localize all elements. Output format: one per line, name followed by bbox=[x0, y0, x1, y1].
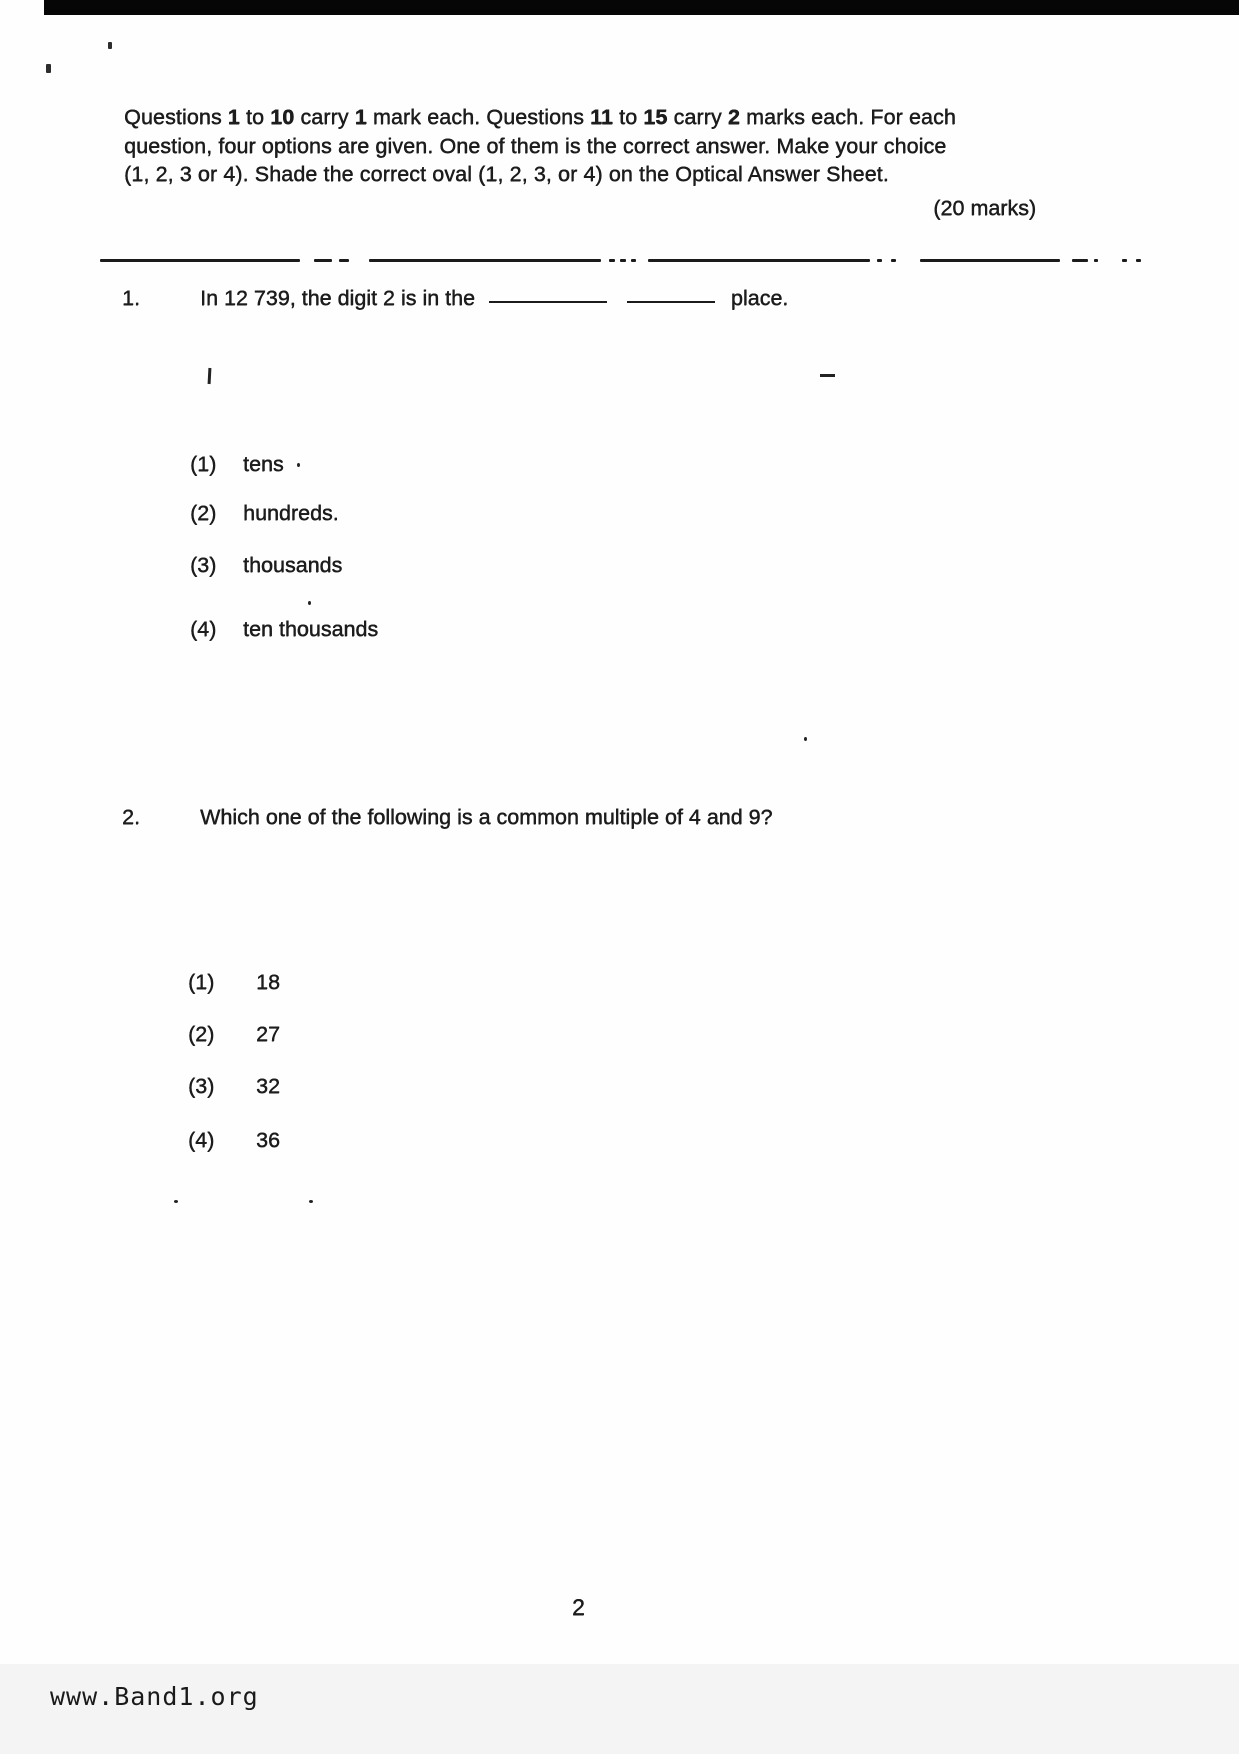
q2-option-4-text: 36 bbox=[256, 1128, 280, 1152]
scan-black-edge bbox=[44, 0, 1239, 15]
page-number: 2 bbox=[572, 1594, 585, 1620]
question-2-text: Which one of the following is a common multiple of 4 and 9? bbox=[200, 805, 773, 829]
q1-option-4-label: (4) bbox=[190, 617, 217, 641]
q2-option-3-label: (3) bbox=[188, 1074, 215, 1098]
question-2-number: 2. bbox=[122, 805, 140, 829]
scan-speck bbox=[108, 42, 112, 49]
q1-option-3-text: thousands bbox=[243, 553, 343, 577]
answer-blank-1 bbox=[489, 301, 607, 303]
scan-speck bbox=[309, 1200, 313, 1203]
q1-option-4-text: ten thousands bbox=[243, 617, 379, 641]
question-1-stem: In 12 739, the digit 2 is in the bbox=[200, 286, 475, 310]
q1-option-2-text: hundreds. bbox=[243, 501, 339, 525]
q1-option-1-text: tens bbox=[243, 452, 284, 476]
q1-option-3-label: (3) bbox=[190, 553, 217, 577]
scan-speck bbox=[174, 1200, 178, 1203]
scan-speck bbox=[46, 64, 51, 73]
q2-option-1-text: 18 bbox=[256, 970, 280, 994]
q1-option-1-label: (1) bbox=[190, 452, 217, 476]
q2-option-3-text: 32 bbox=[256, 1074, 280, 1098]
footer-url: www.Band1.org bbox=[50, 1682, 259, 1711]
q1-option-2-label: (2) bbox=[190, 501, 217, 525]
question-1-text bbox=[200, 286, 788, 311]
marks-note: (20 marks) bbox=[933, 196, 1036, 220]
instructions-paragraph bbox=[124, 103, 1038, 189]
scan-speck bbox=[804, 737, 807, 741]
separator-line bbox=[100, 259, 1160, 262]
q2-option-2-label: (2) bbox=[188, 1022, 215, 1046]
question-1-number: 1. bbox=[122, 286, 140, 310]
q2-option-1-label: (1) bbox=[188, 970, 215, 994]
scan-speck bbox=[297, 463, 300, 467]
scan-tick-mark bbox=[208, 368, 212, 384]
answer-blank-2 bbox=[627, 301, 715, 303]
scan-speck bbox=[308, 601, 311, 605]
q2-option-4-label: (4) bbox=[188, 1128, 215, 1152]
instructions-line-1: Questions 1 to 10 carry 1 mark each. Questions 11 to 15 carry 2 marks each. For each bbox=[124, 105, 956, 129]
q2-option-2-text: 27 bbox=[256, 1022, 280, 1046]
scan-dash-mark bbox=[820, 374, 835, 377]
question-1-suffix: place. bbox=[730, 286, 789, 310]
instructions-line-3: (1, 2, 3 or 4). Shade the correct oval (1, 2, 3, or 4) on the Optical Answer Sheet. bbox=[124, 162, 889, 186]
instructions-line-2: question, four options are given. One of them is the correct answer. Make your choice bbox=[124, 133, 947, 158]
